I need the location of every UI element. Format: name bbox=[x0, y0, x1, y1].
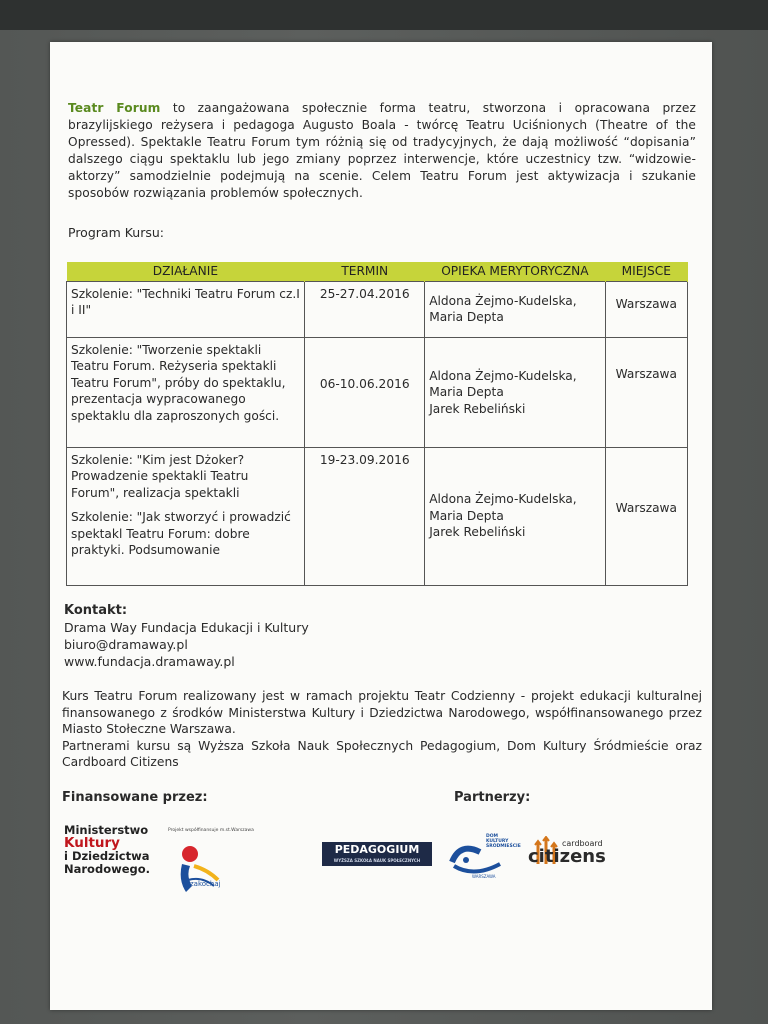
row2-care-3: Jarek Rebeliński bbox=[429, 401, 526, 416]
row3-action bbox=[67, 447, 305, 585]
table-row bbox=[67, 337, 688, 447]
row3-place: Warszawa bbox=[605, 447, 687, 585]
cardboard-citizens-logo: cardboard citizens bbox=[528, 839, 606, 867]
row2-care-1: Aldona Żejmo-Kudelska, bbox=[429, 368, 577, 383]
contact-email[interactable]: biuro@dramaway.pl bbox=[64, 637, 188, 652]
intro-paragraph bbox=[68, 100, 696, 202]
ministry-logo: Ministerstwo Kultury i Dziedzictwa Narodowego. bbox=[64, 823, 151, 876]
row3-care-1: Aldona Żejmo-Kudelska, bbox=[429, 492, 577, 507]
program-label: Program Kursu: bbox=[68, 225, 164, 240]
row2-care bbox=[425, 337, 605, 447]
contact-org: Drama Way Fundacja Edukacji i Kultury bbox=[64, 620, 309, 635]
row3-date: 19-23.09.2016 bbox=[305, 447, 425, 585]
header-action: DZIAŁANIE bbox=[67, 262, 305, 281]
row3-care-2: Maria Depta bbox=[429, 508, 504, 523]
row3-action-2: Szkolenie: "Jak stworzyć i prowadzić spektakl Teatru Forum: dobre praktyki. Podsumowanie bbox=[71, 510, 291, 557]
row1-action: Szkolenie: "Techniki Teatru Forum cz.I i II" bbox=[67, 281, 305, 337]
background-top bbox=[0, 0, 768, 30]
table-row bbox=[67, 281, 688, 337]
table-header-row bbox=[67, 262, 688, 281]
intro-highlight: Teatr Forum bbox=[68, 101, 161, 115]
row3-care-3: Jarek Rebeliński bbox=[429, 525, 526, 540]
header-place: MIEJSCE bbox=[605, 262, 687, 281]
pedagogium-logo: PEDAGOGIUM WYŻSZA SZKOŁA NAUK SPOŁECZNYCH bbox=[322, 842, 432, 866]
contact-website[interactable]: www.fundacja.dramaway.pl bbox=[64, 654, 235, 669]
table-row bbox=[67, 447, 688, 585]
row1-care bbox=[425, 281, 605, 337]
flyer-page bbox=[50, 42, 712, 1010]
course-schedule-table bbox=[66, 262, 688, 586]
row1-care-2: Maria Depta bbox=[429, 310, 504, 324]
row3-care bbox=[425, 447, 605, 585]
contact-block bbox=[64, 602, 309, 670]
intro-text: to zaangażowana społecznie forma teatru, stworzona i opracowana przez brazylijskiego reżysera i pedagoga Augusto Boala - twórcę Teatru Uciśnionych (Theatre of the Opressed). Spektakle Teatru Forum tym różnią się od tradycyjnych, że dają możliwość “dopisania” dalszego ciągu spektaklu lub jego zmiany poprzez interwencje, które uczestnicy tzw. “widzowie-aktorzy” samodzielnie podejmują na scenie. Celem Teatru Forum jest aktywizacja i szukanie sposobów rozwiązania problemów społecznych. bbox=[68, 101, 696, 200]
row2-care-2: Maria Depta bbox=[429, 385, 504, 399]
row2-action: Szkolenie: "Tworzenie spektakli Teatru Forum. Reżyseria spektakli Teatru Forum", próby do spektaklu, prezentacja wypracowanego spektaklu dla zaproszonych gości. bbox=[67, 337, 305, 447]
header-care: OPIEKA MERYTORYCZNA bbox=[425, 262, 605, 281]
header-date: TERMIN bbox=[305, 262, 425, 281]
funded-heading: Finansowane przez: bbox=[62, 790, 208, 805]
row3-action-1: Szkolenie: "Kim jest Dżoker? Prowadzenie spektakli Teatru Forum", realizacja spektakli bbox=[71, 452, 249, 500]
partners-paragraph: Partnerami kursu są Wyższa Szkoła Nauk Społecznych Pedagogium, Dom Kultury Śródmieście oraz Cardboard Citizens bbox=[62, 738, 702, 769]
dom-kultury-logo: DOM KULTURY ŚRÓDMIEŚCIE WARSZAWA bbox=[446, 834, 510, 880]
row1-place: Warszawa bbox=[605, 281, 687, 337]
contact-heading: Kontakt: bbox=[64, 603, 128, 618]
project-paragraph: Kurs Teatru Forum realizowany jest w ramach projektu Teatr Codzienny - projekt edukacji kulturalnej finansowanego z środków Ministerstwa Kultury i Dziedzictwa Narodowego, współfinansowanego przez Miasto Stołeczne Warszawa. bbox=[62, 689, 702, 736]
row2-date: 06-10.06.2016 bbox=[305, 337, 425, 447]
row2-place: Warszawa bbox=[605, 337, 687, 447]
svg-text:zakochaj: zakochaj bbox=[190, 880, 221, 888]
warsaw-logo: Projekt współfinansuje m.st.Warszawa zakochaj bbox=[168, 828, 258, 898]
row1-date: 25-27.04.2016 bbox=[305, 281, 425, 337]
partners-heading: Partnerzy: bbox=[454, 790, 531, 805]
row1-care-1: Aldona Żejmo-Kudelska, bbox=[429, 293, 577, 308]
project-block bbox=[62, 688, 702, 771]
